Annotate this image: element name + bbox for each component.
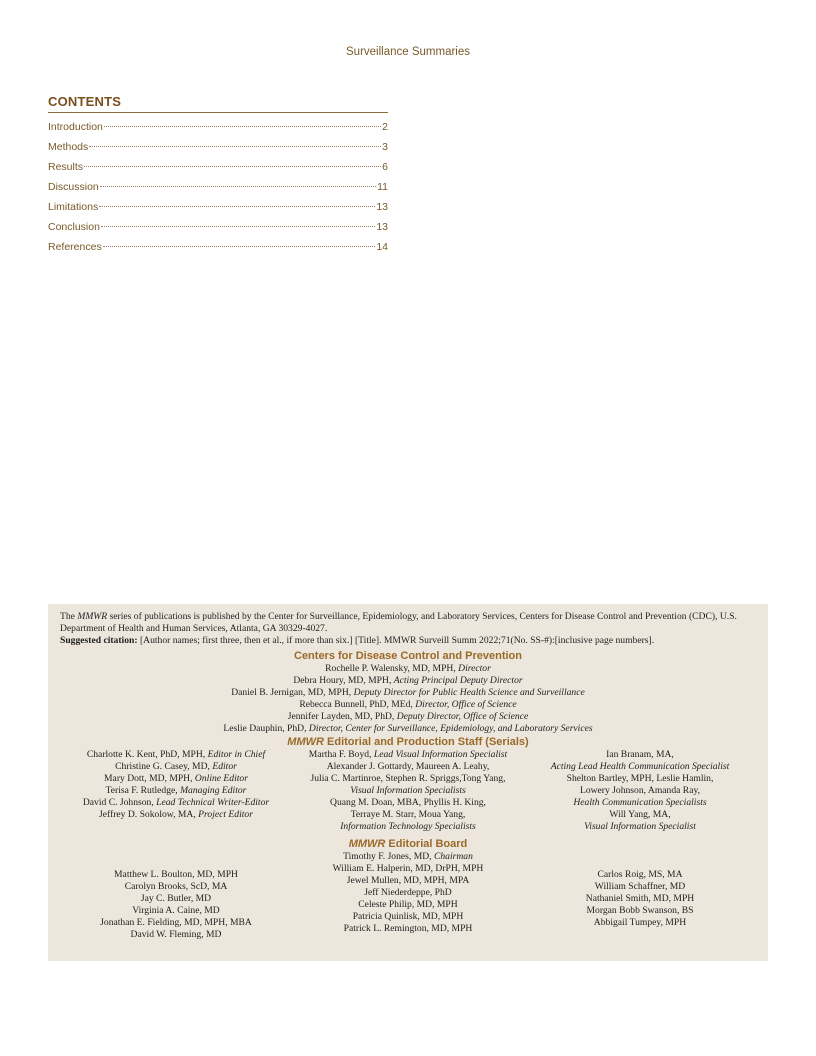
toc-entry[interactable] — [48, 217, 388, 237]
person-line — [292, 797, 524, 809]
board-column-3 — [524, 863, 756, 941]
toc-entry-page: 6 — [382, 161, 388, 173]
person-title: Director, Office of Science — [415, 699, 517, 710]
toc-list — [48, 117, 388, 257]
toc-entry-label: Results — [48, 161, 84, 173]
board-member: Jay C. Butler, MD — [140, 893, 212, 904]
toc-entry-page: 13 — [376, 221, 388, 233]
staff-column-2 — [292, 749, 524, 833]
board-member: Matthew L. Boulton, MD, MPH — [114, 869, 238, 880]
person-name: Rebecca Bunnell, PhD, MEd, — [299, 699, 416, 710]
toc-entry-page: 14 — [376, 241, 388, 253]
staff-columns — [60, 749, 756, 833]
person-line — [60, 773, 292, 785]
person-line — [292, 761, 524, 773]
toc-entry-label: References — [48, 241, 102, 253]
person-name: Terraye M. Starr, Moua Yang, — [350, 809, 466, 820]
person-line — [60, 797, 292, 809]
toc-entry[interactable] — [48, 157, 388, 177]
toc-leader-dots — [103, 236, 376, 247]
board-member: Carlos Roig, MS, MA — [597, 869, 683, 880]
publication-statement: The MMWR series of publications is published by the Center for Surveillance, Epidemiology, and Laboratory Services, Centers for Disease Control and Prevention (CDC), U.S. Department of Health and Human Services, Atlanta, GA 30329-4027. — [60, 611, 737, 634]
board-heading: MMWR Editorial Board — [348, 838, 468, 850]
person-name: Christine G. Casey, MD, — [115, 761, 213, 772]
person-name: Ian Branam, MA, — [606, 749, 674, 760]
person-line — [60, 785, 292, 797]
toc-entry-label: Conclusion — [48, 221, 100, 233]
person-line — [292, 821, 524, 833]
person-line — [292, 749, 524, 761]
board-member: Nathaniel Smith, MD, MPH — [585, 893, 695, 904]
person-title: Visual Information Specialist — [584, 821, 696, 832]
board-member: Abbigail Tumpey, MPH — [593, 917, 687, 928]
person-line — [60, 687, 756, 699]
toc-leader-dots — [84, 156, 381, 167]
person-name: Mary Dott, MD, MPH, — [104, 773, 195, 784]
toc-leader-dots — [89, 136, 381, 147]
toc-entry[interactable] — [48, 177, 388, 197]
person-line — [524, 761, 756, 773]
board-member: Jewel Mullen, MD, MPH, MPA — [346, 875, 470, 886]
toc-entry-label: Limitations — [48, 201, 99, 213]
person-line — [292, 785, 524, 797]
toc-entry-page: 2 — [382, 121, 388, 133]
person-name: Shelton Bartley, MPH, Leslie Hamlin, — [566, 773, 714, 784]
toc-entry-label: Methods — [48, 141, 89, 153]
board-columns — [60, 863, 756, 941]
person-line — [292, 773, 524, 785]
person-name: Lowery Johnson, Amanda Ray, — [579, 785, 701, 796]
board-member: David W. Fleming, MD — [130, 929, 222, 940]
person-line — [524, 821, 756, 833]
board-member: Jonathan E. Fielding, MD, MPH, MBA — [100, 917, 252, 928]
person-title: Lead Technical Writer-Editor — [156, 797, 270, 808]
person-title: Acting Principal Deputy Director — [393, 675, 523, 686]
board-column-2 — [292, 863, 524, 941]
running-header: Surveillance Summaries — [346, 46, 470, 58]
toc-entry-label: Discussion — [48, 181, 99, 193]
toc-entry[interactable] — [48, 117, 388, 137]
person-line — [60, 723, 756, 735]
staff-column-3 — [524, 749, 756, 833]
staff-heading: MMWR Editorial and Production Staff (Serials) — [287, 736, 529, 748]
person-name: Quang M. Doan, MBA, Phyllis H. King, — [330, 797, 486, 808]
person-name: Rochelle P. Walensky, MD, MPH, — [325, 663, 459, 674]
board-chair: Timothy F. Jones, MD, Chairman — [343, 851, 473, 862]
person-name: David C. Johnson, — [82, 797, 157, 808]
person-name: Leslie Dauphin, PhD, — [223, 723, 309, 734]
masthead-box — [48, 604, 768, 961]
person-title: Editor — [212, 761, 237, 772]
person-name: Terisa F. Rutledge, — [105, 785, 181, 796]
toc-entry[interactable] — [48, 137, 388, 157]
person-title: Information Technology Specialists — [340, 821, 476, 832]
person-line — [524, 749, 756, 761]
person-line — [524, 785, 756, 797]
person-line — [60, 761, 292, 773]
toc-entry-page: 11 — [377, 181, 388, 193]
person-line — [292, 809, 524, 821]
board-member: Carolyn Brooks, ScD, MA — [124, 881, 228, 892]
staff-column-1 — [60, 749, 292, 833]
person-name: Daniel B. Jernigan, MD, MPH, — [231, 687, 354, 698]
person-name: Julia C. Martinroe, Stephen R. Spriggs,Tong Yang, — [310, 773, 506, 784]
toc-entry[interactable] — [48, 237, 388, 257]
person-title: Deputy Director, Office of Science — [396, 711, 529, 722]
person-name: Jeffrey D. Sokolow, MA, — [99, 809, 199, 820]
toc-leader-dots — [99, 196, 375, 207]
board-member: Virginia A. Caine, MD — [132, 905, 220, 916]
toc-leader-dots — [101, 216, 375, 227]
board-member: Patrick L. Remington, MD, MPH — [343, 923, 473, 934]
toc-entry-page: 13 — [376, 201, 388, 213]
person-line — [524, 809, 756, 821]
person-name: Charlotte K. Kent, PhD, MPH, — [86, 749, 208, 760]
person-line — [524, 797, 756, 809]
cdc-leadership-list — [60, 663, 756, 735]
person-title: Health Communication Specialists — [573, 797, 707, 808]
person-name: Alexander J. Gottardy, Maureen A. Leahy, — [326, 761, 490, 772]
person-title: Director — [458, 663, 491, 674]
board-member: William Schaffner, MD — [594, 881, 686, 892]
board-member: Morgan Bobb Swanson, BS — [586, 905, 694, 916]
toc-leader-dots — [104, 116, 381, 127]
person-name: Martha F. Boyd, — [308, 749, 374, 760]
toc-entry-label: Introduction — [48, 121, 103, 133]
person-title: Visual Information Specialists — [350, 785, 466, 796]
person-title: Deputy Director for Public Health Science and Surveillance — [353, 687, 585, 698]
table-of-contents — [48, 94, 388, 257]
cdc-heading: Centers for Disease Control and Prevention — [294, 650, 522, 662]
board-member: William E. Halperin, MD, DrPH, MPH — [332, 863, 484, 874]
person-title: Managing Editor — [180, 785, 247, 796]
board-member: Jeff Niederdeppe, PhD — [364, 887, 452, 898]
person-line — [524, 773, 756, 785]
person-name: Will Yang, MA, — [609, 809, 671, 820]
person-line — [60, 749, 292, 761]
person-title: Editor in Chief — [207, 749, 266, 760]
person-title: Online Editor — [194, 773, 248, 784]
person-title: Project Editor — [198, 809, 253, 820]
board-member: Celeste Philip, MD, MPH — [358, 899, 458, 910]
person-title: Lead Visual Information Specialist — [373, 749, 508, 760]
contents-title: CONTENTS — [48, 94, 388, 113]
toc-entry[interactable] — [48, 197, 388, 217]
person-line — [60, 809, 292, 821]
person-name: Debra Houry, MD, MPH, — [293, 675, 394, 686]
board-column-1 — [60, 863, 292, 941]
person-line — [60, 663, 756, 675]
toc-entry-page: 3 — [382, 141, 388, 153]
person-name: Jennifer Layden, MD, PhD, — [287, 711, 397, 722]
person-line — [60, 675, 756, 687]
suggested-citation: Suggested citation: [Author names; first three, then et al., if more than six.] [Title]. MMWR Surveill Summ 2022;71(No. SS-#):[inclusive page numbers]. — [60, 635, 655, 646]
board-member: Patricia Quinlisk, MD, MPH — [352, 911, 464, 922]
toc-leader-dots — [100, 176, 376, 187]
person-line — [60, 699, 756, 711]
person-line — [60, 711, 756, 723]
person-title: Acting Lead Health Communication Specialist — [550, 761, 730, 772]
person-title: Director, Center for Surveillance, Epidemiology, and Laboratory Services — [308, 723, 593, 734]
